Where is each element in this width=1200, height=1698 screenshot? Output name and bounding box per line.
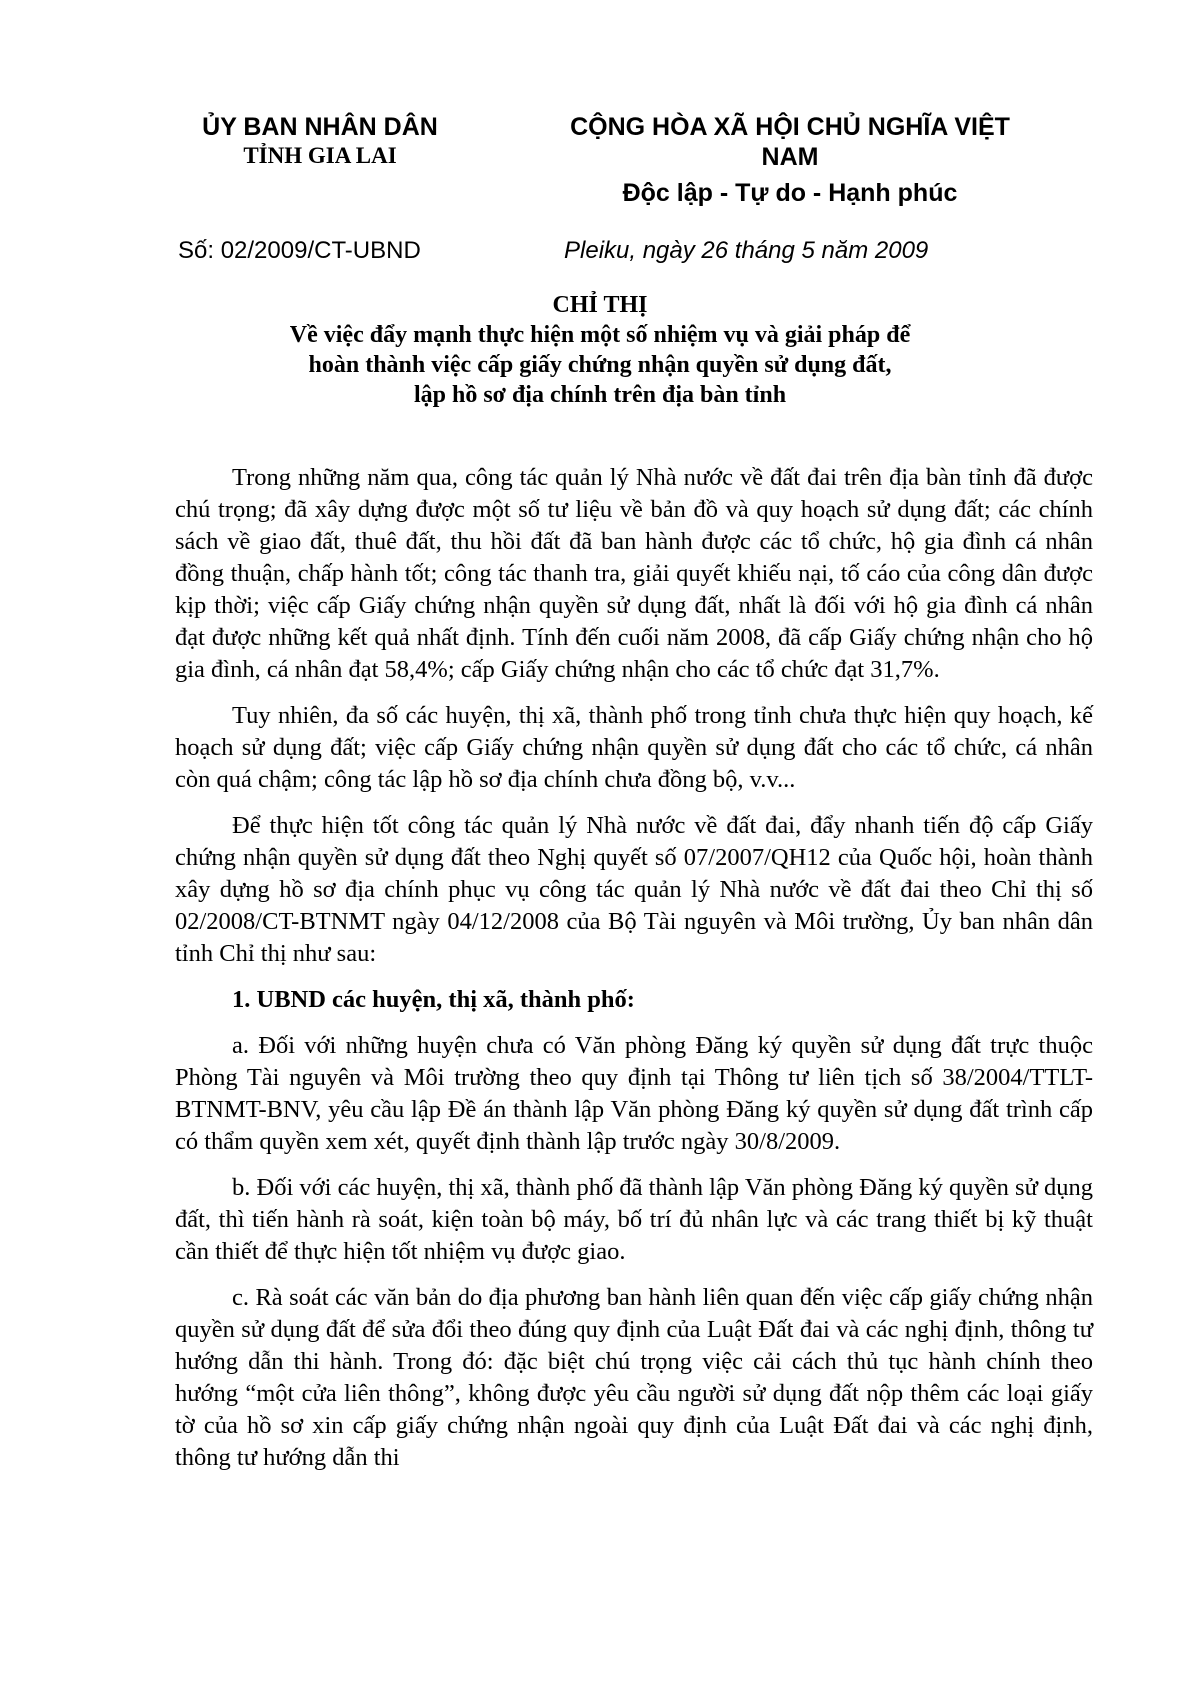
document-number: Số: 02/2009/CT-UBND — [178, 237, 421, 264]
nation-name-line1: CỘNG HÒA XÃ HỘI CHỦ NGHĨA VIỆT — [570, 113, 1010, 141]
subject-line-2: hoàn thành việc cấp giấy chứng nhận quyền sử dụng đất, — [308, 352, 892, 378]
nation-name-line2: NAM — [761, 143, 819, 171]
item-c: c. Rà soát các văn bản do địa phương ban hành liên quan đến việc cấp giấy chứng nhận quyền sử dụng đất để sửa đổi theo đúng quy định của Luật Đất đai và các nghị định, thông tư hướng dẫn thi hành. Trong đó: đặc biệt chú trọng việc cải cách thủ tục hành chính theo hướng “một cửa liên thông”, không được yêu cầu người sử dụng đất nộp thêm các loại giấy tờ của hồ sơ xin cấp giấy chứng nhận ngoài quy định của Luật Đất đai và các nghị định, thông tư hướng dẫn thi — [175, 1284, 1093, 1471]
issuing-agency — [160, 112, 480, 170]
paragraph-directive: Để thực hiện tốt công tác quản lý Nhà nước về đất đai, đẩy nhanh tiến độ cấp Giấy chứng nhận quyền sử dụng đất theo Nghị quyết số 07/2007/QH12 của Quốc hội, hoàn thành xây dựng hồ sơ địa chính phục vụ công tác quản lý Nhà nước về đất đai theo Chỉ thị số 02/2008/CT-BTNMT ngày 04/12/2008 của Bộ Tài nguyên và Môi trường, Ủy ban nhân dân tỉnh Chỉ thị như sau: — [175, 812, 1093, 967]
section-heading-1: 1. UBND các huyện, thị xã, thành phố: — [232, 986, 635, 1013]
document-body — [175, 462, 1093, 1488]
paragraph-limitations: Tuy nhiên, đa số các huyện, thị xã, thành phố trong tỉnh chưa thực hiện quy hoạch, kế hoạch sử dụng đất; việc cấp Giấy chứng nhận quyền sử dụng đất cho các tổ chức, cá nhân còn quá chậm; công tác lập hồ sơ địa chính chưa đồng bộ, v.v... — [175, 702, 1093, 793]
national-heading — [510, 112, 1070, 208]
item-b: b. Đối với các huyện, thị xã, thành phố đã thành lập Văn phòng Đăng ký quyền sử dụng đất, thì tiến hành rà soát, kiện toàn bộ máy, bố trí đủ nhân lực và các trang thiết bị kỹ thuật cần thiết để thực hiện tốt nhiệm vụ được giao. — [175, 1174, 1093, 1265]
agency-name: ỦY BAN NHÂN DÂN — [202, 113, 438, 141]
agency-province: TỈNH GIA LAI — [243, 143, 397, 168]
document-type: CHỈ THỊ — [552, 292, 648, 318]
subject-line-1: Về việc đẩy mạnh thực hiện một số nhiệm vụ và giải pháp để — [289, 322, 911, 348]
paragraph-intro: Trong những năm qua, công tác quản lý Nhà nước về đất đai trên địa bàn tỉnh đã được chú trọng; đã xây dựng được một số tư liệu về bản đồ và quy hoạch sử dụng đất; các chính sách về giao đất, thuê đất, thu hồi đất đã ban hành được các tổ chức, hộ gia đình cá nhân đồng thuận, chấp hành tốt; công tác thanh tra, giải quyết khiếu nại, tố cáo của công dân được kịp thời; việc cấp Giấy chứng nhận quyền sử dụng đất, nhất là đối với hộ gia đình cá nhân đạt được những kết quả nhất định. Tính đến cuối năm 2008, đã cấp Giấy chứng nhận cho hộ gia đình, cá nhân đạt 58,4%; cấp Giấy chứng nhận cho các tổ chức đạt 31,7%. — [175, 464, 1093, 683]
national-motto: Độc lập - Tự do - Hạnh phúc — [622, 179, 958, 207]
document-title — [150, 290, 1050, 410]
subject-line-3: lập hồ sơ địa chính trên địa bàn tỉnh — [413, 382, 787, 408]
item-a: a. Đối với những huyện chưa có Văn phòng Đăng ký quyền sử dụng đất trực thuộc Phòng Tài nguyên và Môi trường theo quy định tại Thông tư liên tịch số 38/2004/TTLT-BTNMT-BNV, yêu cầu lập Đề án thành lập Văn phòng Đăng ký quyền sử dụng đất trình cấp có thẩm quyền xem xét, quyết định thành lập trước ngày 30/8/2009. — [175, 1032, 1093, 1155]
place-and-date: Pleiku, ngày 26 tháng 5 năm 2009 — [564, 237, 929, 264]
